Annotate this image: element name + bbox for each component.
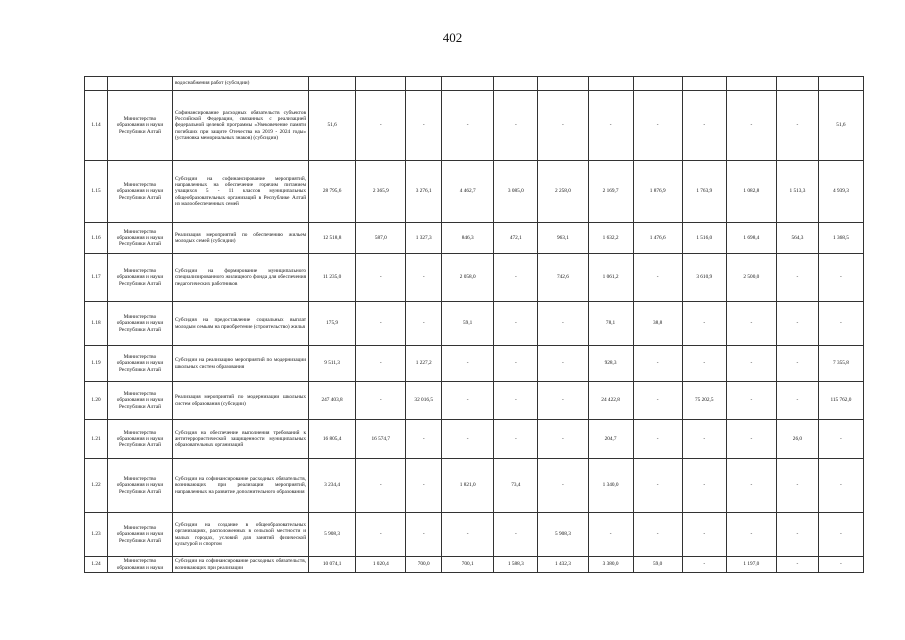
amount-cell: - (442, 513, 494, 557)
amount-cell: 1 698,4 (726, 223, 776, 254)
row-number-cell: 1.22 (85, 459, 108, 513)
organization-cell: Министерство образования и науки Республики Алтай (108, 254, 173, 302)
amount-cell: - (777, 459, 819, 513)
amount-cell: 59,1 (442, 302, 494, 346)
amount-cell: - (442, 91, 494, 161)
amount-cell: - (818, 420, 863, 459)
description-cell: Субсидии на реализацию мероприятий по модернизации школьных систем образования (172, 346, 308, 382)
row-number-cell: 1.14 (85, 91, 108, 161)
amount-cell: 3 234,4 (309, 459, 356, 513)
amount-cell: - (726, 346, 776, 382)
amount-cell: - (726, 420, 776, 459)
amount-cell: 9 511,3 (309, 346, 356, 382)
amount-cell: 1 197,0 (726, 557, 776, 573)
amount-cell: 78,1 (588, 302, 633, 346)
amount-cell: - (726, 302, 776, 346)
amount-cell: 587,0 (356, 223, 406, 254)
amount-cell: - (406, 513, 442, 557)
amount-cell: 3 610,9 (682, 254, 726, 302)
description-cell: Субсидии на софинансирование расходных обязательств, возникающих при реализации (172, 557, 308, 573)
organization-cell: Министерство образования и науки Республики Алтай (108, 382, 173, 420)
table-row (85, 557, 864, 573)
page-number: 402 (442, 30, 463, 45)
amount-cell: - (538, 420, 588, 459)
description-cell: Субсидия на обеспечение выполнения требований к антитеррористической защищенности муниципальных образовательных организаций (172, 420, 308, 459)
amount-cell: 24 422,8 (588, 382, 633, 420)
amount-cell: 115 762,0 (818, 382, 863, 420)
amount-cell: - (588, 513, 633, 557)
amount-cell: - (633, 91, 682, 161)
organization-cell (108, 77, 173, 91)
amount-cell: 1 340,0 (588, 459, 633, 513)
description-cell: Субсидии на софинансирование расходных обязательств, возникающих при реализации мероприятий, направленных на развитие дополнительного образования (172, 459, 308, 513)
amount-cell: - (494, 302, 538, 346)
amount-cell: - (538, 382, 588, 420)
amount-cell: 1 632,2 (588, 223, 633, 254)
amount-cell: - (682, 91, 726, 161)
amount-cell: - (777, 382, 819, 420)
amount-cell: 3 276,1 (406, 161, 442, 223)
description-cell: Реализация мероприятий по обеспечению жильем молодых семей (субсидии) (172, 223, 308, 254)
row-number-cell (85, 77, 108, 91)
amount-cell: - (494, 254, 538, 302)
description-cell: Софинансирование расходных обязательств субъектов Российской Федерации, связанных с реализацией федеральной целевой программы «Увековечение памяти погибших при защите Отечества на 2019 - 2024 годы» (установка мемориальных знаков) (субсидии) (172, 91, 308, 161)
row-number-cell: 1.15 (85, 161, 108, 223)
amount-cell: - (406, 254, 442, 302)
amount-cell: 59,0 (633, 557, 682, 573)
amount-cell: - (818, 254, 863, 302)
amount-cell: - (356, 254, 406, 302)
amount-cell: - (777, 302, 819, 346)
amount-cell: 16 574,7 (356, 420, 406, 459)
amount-cell: 1 876,9 (633, 161, 682, 223)
organization-cell: Министерство образования и науки (108, 557, 173, 573)
amount-cell: 700,0 (406, 557, 442, 573)
amount-cell: - (588, 91, 633, 161)
amount-cell: 75 202,5 (682, 382, 726, 420)
amount-cell: - (538, 346, 588, 382)
amount-cell: 3 380,0 (588, 557, 633, 573)
organization-cell: Министерство образования и науки Республики Алтай (108, 513, 173, 557)
organization-cell: Министерство образования и науки Республики Алтай (108, 91, 173, 161)
amount-cell: 1 082,8 (726, 161, 776, 223)
amount-cell: - (682, 346, 726, 382)
amount-cell: 928,3 (588, 346, 633, 382)
amount-cell: 564,3 (777, 223, 819, 254)
amount-cell: - (726, 513, 776, 557)
amount-cell: 10 074,1 (309, 557, 356, 573)
row-number-cell: 1.21 (85, 420, 108, 459)
amount-cell: 2 500,0 (726, 254, 776, 302)
amount-cell: - (633, 459, 682, 513)
amount-cell: 742,6 (538, 254, 588, 302)
amount-cell: 1 020,4 (356, 557, 406, 573)
row-number-cell: 1.18 (85, 302, 108, 346)
amount-cell: 2 058,0 (442, 254, 494, 302)
amount-cell: - (726, 91, 776, 161)
amount-cell: 1 432,3 (538, 557, 588, 573)
organization-cell: Министерство образования и науки Республики Алтай (108, 420, 173, 459)
amount-cell: - (406, 420, 442, 459)
description-cell: Субсидии на формирование муниципального специализированного жилищного фонда для обеспечения педагогических работников (172, 254, 308, 302)
amount-cell: 1 513,3 (777, 161, 819, 223)
amount-cell: 1 588,3 (494, 557, 538, 573)
amount-cell: 12 518,8 (309, 223, 356, 254)
table-row-fragment (85, 77, 864, 91)
amount-cell: 3 085,0 (494, 161, 538, 223)
table-row (85, 513, 864, 557)
organization-cell: Министерство образования и науки Республики Алтай (108, 223, 173, 254)
amount-cell: - (777, 346, 819, 382)
amount-cell: - (633, 420, 682, 459)
amount-cell: - (356, 459, 406, 513)
description-cell: Субсидии на создание в общеобразовательных организациях, расположенных в сельской местности и малых городах, условий для занятий физической культурой и спортом (172, 513, 308, 557)
amount-cell: 38,8 (633, 302, 682, 346)
amount-cell: - (777, 513, 819, 557)
amount-cell: - (726, 459, 776, 513)
amount-cell: 963,1 (538, 223, 588, 254)
amount-cell: - (777, 254, 819, 302)
amount-cell: - (494, 91, 538, 161)
table-row (85, 459, 864, 513)
row-number-cell: 1.16 (85, 223, 108, 254)
amount-cell: - (356, 302, 406, 346)
table-row (85, 420, 864, 459)
amount-cell: 1 516,0 (682, 223, 726, 254)
amount-cell: 4 462,7 (442, 161, 494, 223)
amount-cell: 1 061,2 (588, 254, 633, 302)
amount-cell: - (682, 302, 726, 346)
table-row (85, 223, 864, 254)
amount-cell: - (777, 557, 819, 573)
amount-cell: - (818, 513, 863, 557)
amount-cell: - (494, 513, 538, 557)
table-row (85, 161, 864, 223)
description-cell: Субсидия на предоставление социальных выплат молодым семьям на приобретение (строительство) жилья (172, 302, 308, 346)
row-number-cell: 1.17 (85, 254, 108, 302)
amount-cell: 247 403,8 (309, 382, 356, 420)
organization-cell: Министерство образования и науки Республики Алтай (108, 302, 173, 346)
amount-cell: 28 795,6 (309, 161, 356, 223)
description-cell: Реализация мероприятий по модернизации школьных систем образования (субсидии) (172, 382, 308, 420)
table-row (85, 91, 864, 161)
amount-cell: 1 368,5 (818, 223, 863, 254)
organization-cell: Министерство образования и науки Республики Алтай (108, 346, 173, 382)
table-row (85, 302, 864, 346)
amount-cell: 1 227,2 (406, 346, 442, 382)
amount-cell: - (633, 254, 682, 302)
amount-cell: - (633, 513, 682, 557)
amount-cell: 5 908,3 (538, 513, 588, 557)
amount-cell: - (682, 459, 726, 513)
amount-cell: - (726, 382, 776, 420)
amount-cell: 1 763,9 (682, 161, 726, 223)
amount-cell: - (538, 459, 588, 513)
table-row (85, 346, 864, 382)
amount-cell: - (818, 557, 863, 573)
row-number-cell: 1.24 (85, 557, 108, 573)
amount-cell: - (538, 302, 588, 346)
amount-cell: 204,7 (588, 420, 633, 459)
amount-cell: 32 016,5 (406, 382, 442, 420)
amount-cell: - (777, 91, 819, 161)
amount-cell: - (538, 91, 588, 161)
amount-cell: - (406, 302, 442, 346)
description-cell: Субсидии на софинансирование мероприятий, направленных на обеспечение горячим питанием учащихся 5 - 11 классов муниципальных общеобразовательных организаций в Республике Алтай из малообеспеченных семей (172, 161, 308, 223)
amount-cell: 26,0 (777, 420, 819, 459)
amount-cell: 2 169,7 (588, 161, 633, 223)
amount-cell: 2 258,0 (538, 161, 588, 223)
amount-cell: 51,6 (818, 91, 863, 161)
amount-cell: 1 476,6 (633, 223, 682, 254)
amount-cell: - (682, 420, 726, 459)
budget-table (84, 76, 864, 573)
amount-cell: 5 908,3 (309, 513, 356, 557)
amount-cell: 4 939,3 (818, 161, 863, 223)
amount-cell: - (494, 420, 538, 459)
amount-cell: 1 327,3 (406, 223, 442, 254)
amount-cell: - (442, 382, 494, 420)
amount-cell: 700,1 (442, 557, 494, 573)
amount-cell: - (633, 346, 682, 382)
amount-cell: 51,6 (309, 91, 356, 161)
amount-cell: - (494, 346, 538, 382)
amount-cell: 73,4 (494, 459, 538, 513)
amount-cell: - (442, 420, 494, 459)
row-number-cell: 1.23 (85, 513, 108, 557)
table-row (85, 382, 864, 420)
table-row (85, 254, 864, 302)
amount-cell: - (406, 91, 442, 161)
amount-cell: - (356, 513, 406, 557)
amount-cell: - (442, 346, 494, 382)
amount-cell: - (818, 459, 863, 513)
amount-cell: 2 365,9 (356, 161, 406, 223)
row-number-cell: 1.20 (85, 382, 108, 420)
row-number-cell: 1.19 (85, 346, 108, 382)
amount-cell: 16 805,4 (309, 420, 356, 459)
amount-cell: - (356, 382, 406, 420)
organization-cell: Министерство образования и науки Республики Алтай (108, 161, 173, 223)
amount-cell: - (356, 346, 406, 382)
amount-cell: - (633, 382, 682, 420)
amount-cell: 846,3 (442, 223, 494, 254)
amount-cell: 175,9 (309, 302, 356, 346)
amount-cell: - (494, 382, 538, 420)
amount-cell: 7 355,8 (818, 346, 863, 382)
amount-cell: - (818, 302, 863, 346)
amount-cell: - (682, 513, 726, 557)
amount-cell: - (406, 459, 442, 513)
amount-cell: 472,1 (494, 223, 538, 254)
amount-cell: 11 235,0 (309, 254, 356, 302)
amount-cell: - (356, 91, 406, 161)
amount-cell: 1 821,0 (442, 459, 494, 513)
description-cell: водоснабжения работ (субсидии) (172, 77, 308, 91)
amount-cell: - (682, 557, 726, 573)
organization-cell: Министерство образования и науки Республики Алтай (108, 459, 173, 513)
